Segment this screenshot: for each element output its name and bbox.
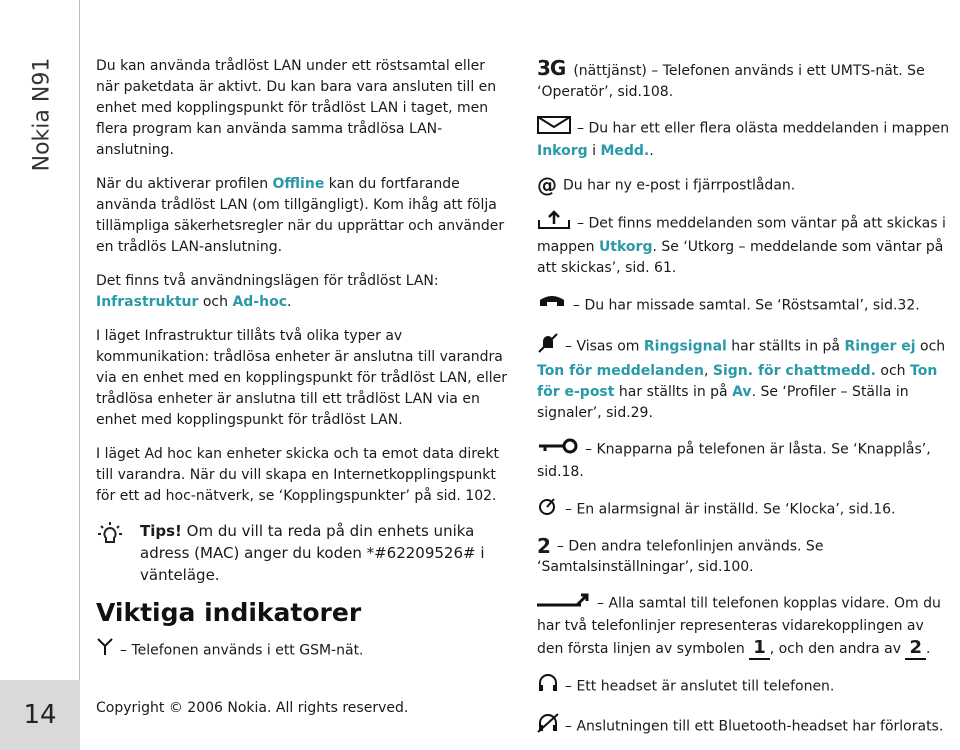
antenna-icon bbox=[96, 637, 114, 664]
forward-icon bbox=[537, 591, 591, 616]
text: och bbox=[875, 362, 911, 379]
page-number-box bbox=[0, 680, 80, 750]
inbox-term: Inkorg bbox=[537, 143, 588, 159]
text: i bbox=[587, 143, 601, 159]
indicator-keylock bbox=[537, 437, 953, 483]
text: , bbox=[703, 362, 713, 379]
page-number: 14 bbox=[23, 700, 57, 730]
headset-icon bbox=[537, 673, 559, 700]
text: Om du vill ta reda på din enhets unika adress (MAC) anger du koden *#62209526# i vänteläge. bbox=[140, 522, 485, 584]
headset-lost-icon bbox=[537, 713, 559, 740]
indicator-unread-message bbox=[537, 116, 953, 162]
silent-bell-icon bbox=[537, 332, 559, 361]
message-tone-term: Ton för meddelanden bbox=[537, 362, 704, 379]
text: har ställts in på bbox=[726, 338, 845, 354]
tip-label: Tips! bbox=[140, 522, 182, 540]
outbox-term: Utkorg bbox=[598, 238, 653, 255]
ringtone-term: Ringsignal bbox=[643, 338, 727, 354]
section-heading: Viktiga indikatorer bbox=[96, 598, 362, 627]
chat-tone-term: Sign. för chattmedd. bbox=[712, 362, 876, 379]
email-tone-term: Ton för e-post bbox=[537, 362, 938, 400]
text: . Se ‘Profiler – Ställa in signaler’, sid.29. bbox=[537, 383, 909, 421]
text: – Alla samtal till telefonen kopplas vidare. Om du har två telefonlinjer representeras vidarekopplingen av den första linjen av symbolen bbox=[537, 595, 941, 657]
text: Det finns två användningslägen för trådlöst LAN: bbox=[96, 273, 439, 289]
side-title bbox=[22, 52, 62, 192]
text: – Telefonen används i ett GSM-nät. bbox=[120, 642, 364, 659]
text: – Visas om bbox=[565, 338, 644, 354]
copyright: Copyright © 2006 Nokia. All rights reserved. bbox=[96, 700, 409, 716]
text: – Ett headset är anslutet till telefonen. bbox=[565, 678, 835, 695]
indicator-bt-lost bbox=[537, 713, 953, 740]
paragraph-wlan-intro: Du kan använda trådlöst LAN under ett röstsamtal eller när paketdata är aktivt. Du kan bara vara ansluten till en enhet med kopplingspunkt för trådlöst LAN i taget, men flera program kan använda samma trådlösa LAN-anslutning. bbox=[96, 58, 497, 158]
line-two-icon: 2 bbox=[537, 533, 551, 558]
3g-icon: 3G bbox=[537, 56, 566, 80]
right-column bbox=[537, 58, 953, 750]
text: Du har ny e-post i fjärrpostlådan. bbox=[563, 177, 796, 194]
text: – En alarmsignal är inställd. Se ‘Klocka’, sid.16. bbox=[565, 501, 896, 517]
text: – Den andra telefonlinjen används. Se ‘Samtalsinställningar’, sid.100. bbox=[537, 538, 824, 575]
indicator-alarm bbox=[537, 496, 953, 523]
text: har ställts in på bbox=[614, 383, 733, 400]
left-column bbox=[96, 56, 512, 677]
indicator-headset bbox=[537, 673, 953, 700]
text: – Du har missade samtal. Se ‘Röstsamtal’, sid.32. bbox=[573, 297, 920, 313]
offline-link: Offline bbox=[272, 176, 325, 192]
indicator-3g bbox=[537, 58, 953, 103]
alarm-icon bbox=[537, 496, 559, 523]
missed-call-icon bbox=[537, 292, 567, 319]
tip-box bbox=[96, 520, 512, 586]
forward-line2-symbol: 2 bbox=[905, 637, 926, 660]
indicator-email bbox=[537, 175, 953, 197]
text: – Det finns meddelanden som väntar på att skickas i mappen bbox=[537, 215, 946, 255]
text: – Du har ett eller flera olästa meddelanden i mappen bbox=[577, 120, 950, 137]
text: . bbox=[649, 143, 654, 159]
text: . bbox=[926, 641, 931, 657]
paragraph-modes bbox=[96, 271, 512, 313]
adhoc-term: Ad-hoc bbox=[232, 294, 287, 310]
indicator-silent bbox=[537, 332, 953, 424]
infrastructure-term: Infrastruktur bbox=[96, 294, 199, 310]
outbox-icon bbox=[537, 210, 571, 237]
paragraph-infrastructure: I läget Infrastruktur tillåts två olika typer av kommunikation: trådlösa enheter är anslutna till varandra via en enhet med en kopplingspunkt för trådlöst LAN, eller trådlösa enheter är anslutna till ett trådlöst LAN via en enhet med kopplingspunkt för trådlöst LAN. bbox=[96, 328, 507, 428]
tip-text bbox=[140, 520, 512, 586]
silent-term: Ringer ej bbox=[844, 338, 916, 354]
text: (nättjänst) – Telefonen används i ett UMTS-nät. Se ‘Operatör’, sid.108. bbox=[537, 63, 925, 100]
messages-term: Medd. bbox=[600, 143, 650, 159]
text: . Se ‘Utkorg – meddelande som väntar på att skickas’, sid. 61. bbox=[537, 238, 944, 276]
text: – Knapparna på telefonen är låsta. Se ‘Knapplås’, sid.18. bbox=[537, 441, 931, 480]
text: . bbox=[287, 294, 292, 310]
text: När du aktiverar profilen bbox=[96, 176, 273, 192]
indicator-forward bbox=[537, 591, 953, 660]
key-icon bbox=[537, 437, 579, 462]
lightbulb-icon bbox=[96, 520, 132, 586]
sidebar bbox=[0, 0, 80, 750]
paragraph-adhoc: I läget Ad hoc kan enheter skicka och ta emot data direkt till varandra. När du vill skapa en Internetkopplingspunkt för ett ad hoc-nätverk, se ‘Kopplingspunkter’ på sid. 102. bbox=[96, 446, 499, 504]
text: och bbox=[915, 338, 946, 354]
forward-line1-symbol: 1 bbox=[749, 637, 770, 660]
text: kan du fortfarande använda trådlöst LAN (om tillgängligt). Kom ihåg att följa tillämpliga säkerhetsregler när du upprättar och använder en trådlös LAN-anslutning. bbox=[96, 176, 505, 255]
indicator-missed-call bbox=[537, 292, 953, 319]
indicator-line2 bbox=[537, 533, 953, 579]
paragraph-offline bbox=[96, 174, 512, 258]
text: , och den andra av bbox=[769, 641, 906, 657]
text: – Anslutningen till ett Bluetooth-headset har förlorats. bbox=[565, 718, 944, 735]
indicator-outbox bbox=[537, 210, 953, 279]
indicator-gsm bbox=[96, 637, 512, 664]
at-sign-icon: @ bbox=[537, 173, 557, 197]
text: och bbox=[198, 294, 233, 310]
product-name: Nokia N91 bbox=[29, 57, 55, 172]
off-term: Av bbox=[732, 383, 752, 400]
envelope-icon bbox=[537, 116, 571, 141]
